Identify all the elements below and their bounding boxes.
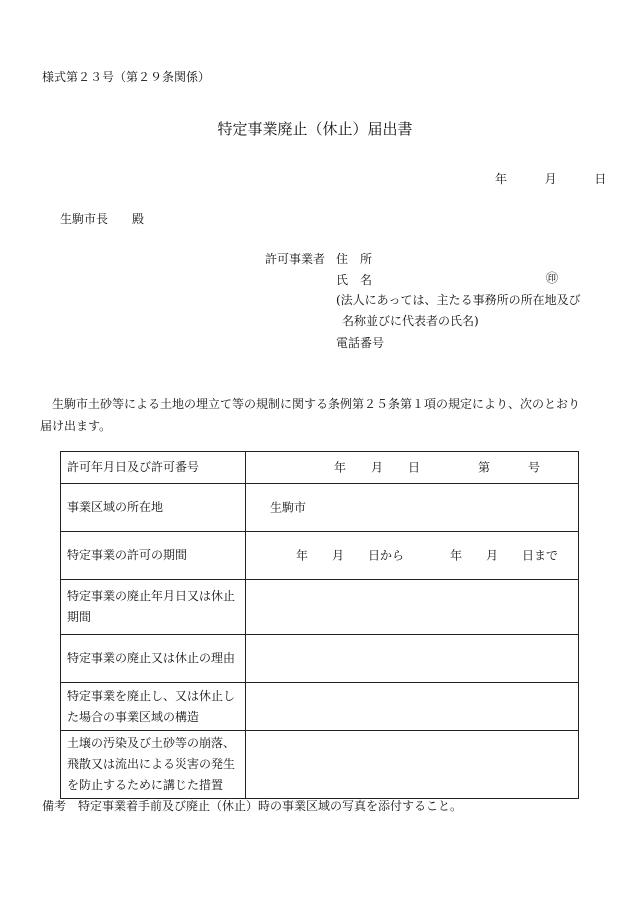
addressee: 生駒市長 殿	[60, 212, 145, 226]
body-text: 生駒市土砂等による土地の埋立て等の規制に関する条例第２５条第１項の規定により、次のとおり届け出ます。	[40, 397, 581, 433]
corporation-note-line1: (法人にあっては、主たる事務所の所在地及び	[336, 293, 581, 307]
date-month: 月	[544, 172, 557, 186]
row-label: 事業区域の所在地	[61, 484, 246, 532]
permit-number-prefix: 第	[478, 460, 491, 474]
table-row	[61, 532, 579, 580]
table-row	[61, 452, 579, 484]
disaster-prevention-field[interactable]	[246, 731, 579, 799]
row-label: 許可年月日及び許可番号	[61, 452, 246, 484]
row-label: 特定事業の廃止年月日又は休止期間	[61, 580, 246, 635]
period-end-month: 月	[486, 548, 499, 562]
row-label: 土壌の汚染及び土砂等の崩落、飛散又は流出による災害の発生を防止するために講じた措置	[61, 731, 246, 799]
permit-year: 年	[334, 460, 347, 474]
date-day: 日	[594, 172, 607, 186]
site-location-value: 生駒市	[270, 500, 307, 514]
remark: 備考 特定事業着手前及び廃止（休止）時の事業区域の写真を添付すること。	[42, 799, 463, 813]
submission-date	[495, 173, 606, 185]
permit-date-number-field[interactable]	[246, 452, 579, 484]
abolition-reason-field[interactable]	[246, 635, 579, 683]
document-title: 特定事業廃止（休止）届出書	[217, 120, 413, 138]
period-end-day: 日まで	[522, 548, 559, 562]
table-row	[61, 731, 579, 799]
permit-number-suffix: 号	[528, 460, 541, 474]
applicant-label: 許可事業者	[265, 252, 326, 266]
name-label: 氏 名	[336, 273, 373, 287]
table-row	[61, 580, 579, 635]
row-label: 特定事業を廃止し、又は休止した場合の事業区域の構造	[61, 683, 246, 731]
period-start-month: 月	[332, 548, 345, 562]
site-structure-field[interactable]	[246, 683, 579, 731]
table-row	[61, 635, 579, 683]
period-end-year: 年	[450, 548, 463, 562]
date-year: 年	[495, 172, 508, 186]
permit-day: 日	[408, 460, 421, 474]
permit-period-field[interactable]	[246, 532, 579, 580]
form-number: 様式第２３号（第２９条関係）	[42, 70, 211, 84]
row-label: 特定事業の廃止又は休止の理由	[61, 635, 246, 683]
info-table	[60, 451, 579, 799]
address-label: 住 所	[336, 252, 373, 266]
period-start-day: 日から	[368, 548, 405, 562]
table-row	[61, 484, 579, 532]
site-location-field[interactable]	[246, 484, 579, 532]
period-start-year: 年	[296, 548, 309, 562]
permit-month: 月	[371, 460, 384, 474]
row-label: 特定事業の許可の期間	[61, 532, 246, 580]
corporation-note-line2: 名称並びに代表者の氏名)	[342, 314, 479, 328]
abolition-date-field[interactable]	[246, 580, 579, 635]
table-row	[61, 683, 579, 731]
phone-label: 電話番号	[336, 336, 385, 350]
seal-mark: ㊞	[546, 271, 559, 285]
